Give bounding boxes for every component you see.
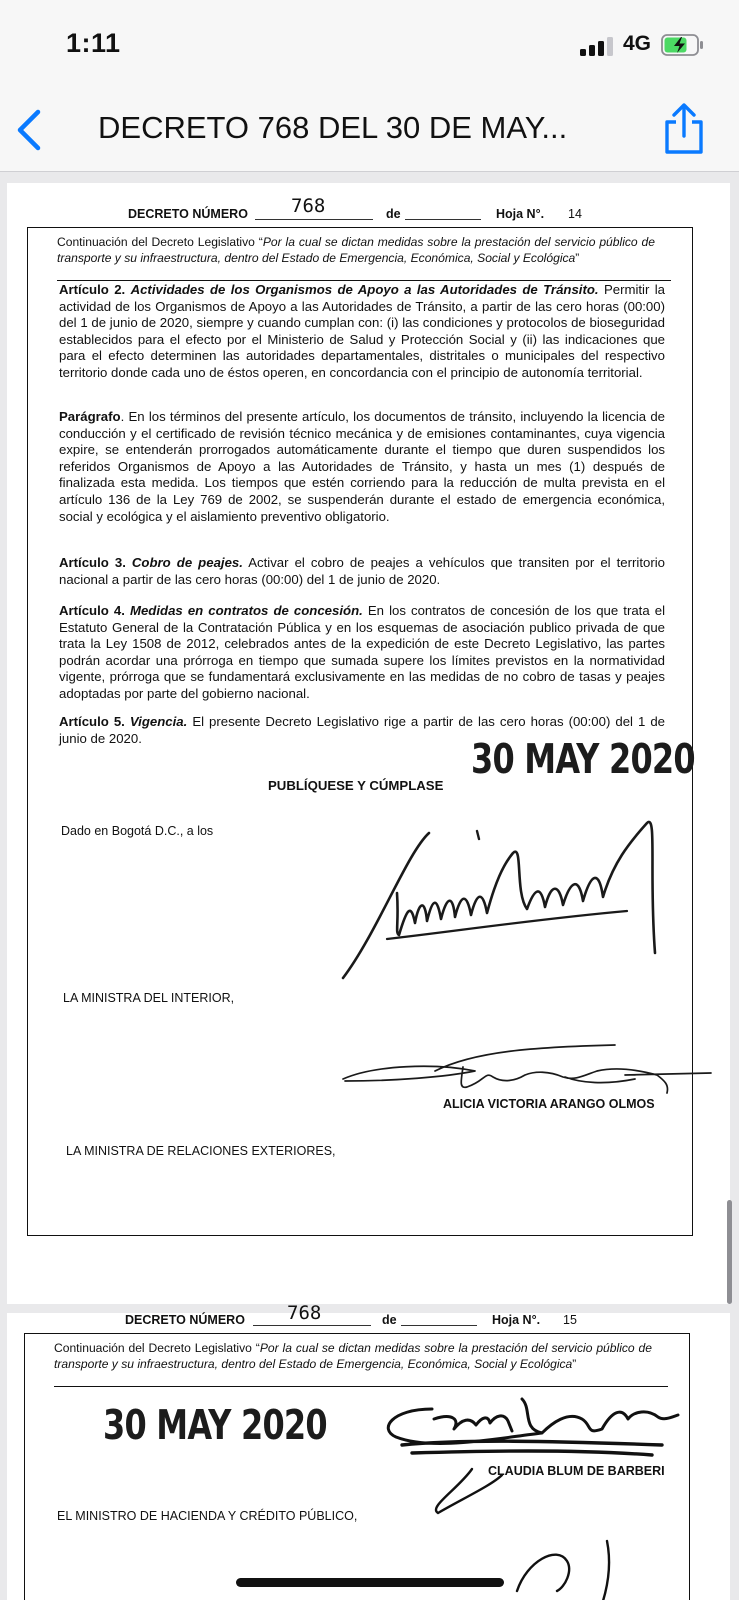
foreign-minister-name: CLAUDIA BLUM DE BARBERI <box>488 1464 665 1478</box>
sheet-number: 14 <box>568 207 582 221</box>
signal-bar <box>589 45 595 56</box>
interior-minister-signature <box>335 1041 715 1101</box>
divider <box>54 1386 668 1387</box>
continuation-note: Continuación del Decreto Legislativo “Por la cual se dictan medidas sobre la prestación del servicio público de transporte y su infraestructura, dentro del Estado de Emergencia, Económica, Social y Ecológica” <box>54 1341 652 1371</box>
date-label: de <box>386 207 401 221</box>
foreign-minister-title: LA MINISTRA DE RELACIONES EXTERIORES, <box>66 1144 336 1158</box>
sheet-label: Hoja N°. <box>496 207 545 221</box>
article-5: Artículo 5. Vigencia. El presente Decreto Legislativo rige a partir de las cero horas (00:00) del 1 de junio de 2020. <box>59 714 666 746</box>
decree-number: 768 <box>287 1302 322 1324</box>
document-page-14[interactable] <box>7 183 730 1304</box>
issued-in: Dado en Bogotá D.C., a los <box>61 824 214 838</box>
finance-minister-title: EL MINISTRO DE HACIENDA Y CRÉDITO PÚBLICO, <box>57 1509 358 1523</box>
article-4: Artículo 4. Medidas en contratos de concesión. En los contratos de concesión de los que trata el Estatuto General de la Contratación Pública y en los esquemas de asociación publico privada de que trata la Ley 1508 de 2012, celebrados antes de la expedición de este Decreto Legislativo, las partes podrán acordar una prórroga en tiempo que sumada supere los límites previstos en la normatividad vigente, prórroga que se fundamentará exclusivamente en las medidas de no cobro de tasas y peajes adoptadas por parte del gobierno nacional. <box>59 603 666 701</box>
finance-minister-signature <box>507 1531 657 1600</box>
date-stamp: 30 MAY 2020 <box>103 1401 327 1449</box>
interior-minister-title: LA MINISTRA DEL INTERIOR, <box>63 991 235 1005</box>
cellular-signal-icon <box>580 37 614 56</box>
header-underline <box>255 219 373 220</box>
header-underline <box>253 1325 371 1326</box>
home-indicator[interactable] <box>236 1578 504 1587</box>
network-type: 4G <box>623 32 652 55</box>
status-time: 1:11 <box>66 28 121 58</box>
article-3: Artículo 3. Cobro de peajes. Activar el cobro de peajes a vehículos que transiten por el territorio nacional a partir de las cero horas (00:00) del 1 de junio de 2020. <box>59 555 666 587</box>
battery-charging-icon <box>661 34 704 56</box>
decree-number-label: DECRETO NÚMERO <box>128 207 248 221</box>
share-icon[interactable] <box>662 102 706 156</box>
status-bar <box>0 0 739 88</box>
sheet-number: 15 <box>563 1313 577 1327</box>
signal-bar <box>598 41 604 56</box>
signal-bar <box>607 37 613 56</box>
interior-minister-name: ALICIA VICTORIA ARANGO OLMOS <box>443 1097 655 1111</box>
header-underline <box>401 1325 477 1326</box>
sheet-label: Hoja N°. <box>492 1313 541 1327</box>
scrollbar[interactable] <box>727 1200 732 1304</box>
chevron-left-icon[interactable] <box>14 108 46 152</box>
continuation-note: Continuación del Decreto Legislativo “Por la cual se dictan medidas sobre la prestación del servicio público de transporte y su infraestructura, dentro del Estado de Emergencia, Económica, Social y Ecológica” <box>57 235 655 265</box>
signal-bar <box>580 49 586 56</box>
document-page-15[interactable] <box>7 1302 730 1600</box>
decree-number-label: DECRETO NÚMERO <box>125 1313 245 1327</box>
date-label: de <box>382 1313 397 1327</box>
article-2: Artículo 2. Actividades de los Organismos de Apoyo a las Autoridades de Tránsito. Permitir la actividad de los Organismos de Apoyo a las Autoridades de Tránsito, a partir de las cero horas (00:00) del 1 de junio de 2020, siempre y cuando cumplan con: (i) las condiciones y protocolos de bioseguridad establecidos para el efecto por el Ministerio de Salud y Protección Social y (ii) las indicaciones que para el efecto determinen las autoridades departamentales, distritales o municipales del respectivo territorio donde cada uno de éstos operen, en concordancia con el principio de autonomía territorial. <box>59 282 665 380</box>
header-underline <box>405 219 481 220</box>
navigation-bar <box>0 88 739 172</box>
foreign-minister-signature <box>372 1389 692 1524</box>
decree-number: 768 <box>291 195 326 217</box>
publiquese-heading: PUBLÍQUESE Y CÚMPLASE <box>268 778 444 793</box>
paragrafo: Parágrafo. En los términos del presente artículo, los documentos de tránsito, incluyendo la licencia de conducción y el certificado de revisión técnico mecánica y de emisiones contaminantes, cuya vigencia expire, se entenderán prorrogados automáticamente durante el tiempo que duren suspendidos los referidos Organismos de Apoyo a las Autoridades de Tránsito, y hasta un mes (1) después de finalizada esta medida. Los tiempos que estén corriendo para la reducción de multa prevista en el artículo 136 de la Ley 769 de 2002, se suspenderán durante el estado de emergencia económica, social y ecológica y el aislamiento preventivo obligatorio. <box>59 409 665 524</box>
document-title: DECRETO 768 DEL 30 DE MAY... <box>98 110 568 145</box>
president-signature <box>337 813 687 983</box>
date-stamp: 30 MAY 2020 <box>471 735 695 783</box>
